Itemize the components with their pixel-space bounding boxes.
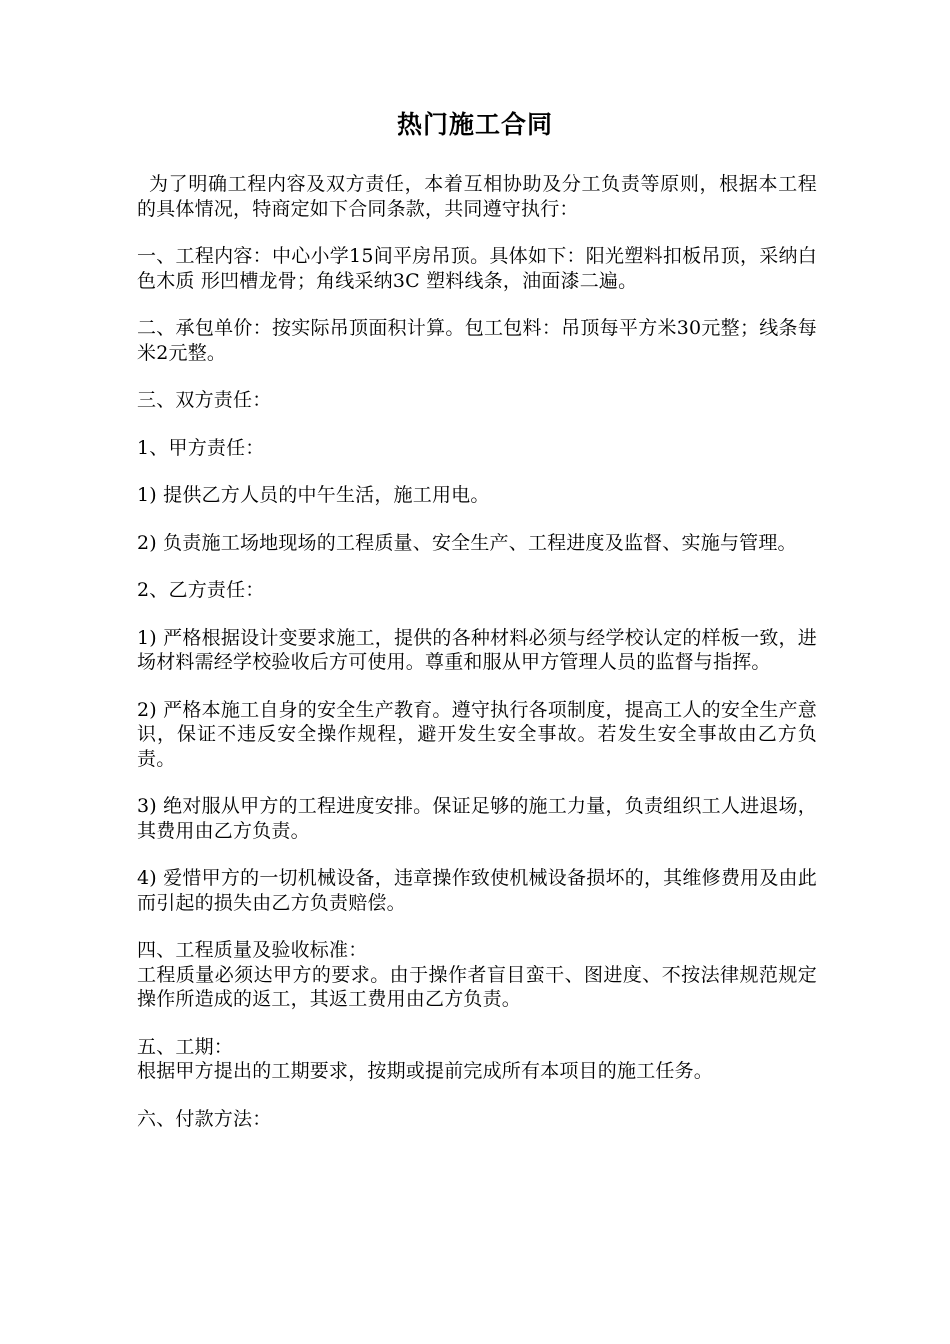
intro-paragraph: 为了明确工程内容及双方责任，本着互相协助及分工负责等原则，根据本工程的具体情况，特商定如下合同条款，共同遵守执行： — [137, 173, 817, 220]
document-body — [137, 172, 817, 1154]
clause-5-text: 根据甲方提出的工期要求，按期或提前完成所有本项目的施工任务。 — [137, 1060, 714, 1082]
clause-3-heading: 三、双方责任： — [137, 389, 272, 411]
clause-4-heading: 四、工程质量及验收标准： — [137, 939, 368, 961]
clause-1-work-content: 一、工程内容：中心小学15间平房吊顶。具体如下：阳光塑料扣板吊顶，采纳白色木质 形凹槽龙骨；角线采纳3C 塑料线条，油面漆二遍。 — [137, 245, 817, 292]
party-b-item-3: 3) 绝对服从甲方的工程进度安排。保证足够的施工力量，负责组织工人进退场，其费用由乙方负责。 — [137, 795, 817, 842]
party-a-heading: 1、甲方责任： — [137, 436, 265, 459]
clause-6-heading: 六、付款方法： — [137, 1107, 272, 1130]
clause-2-unit-price: 二、承包单价：按实际吊顶面积计算。包工包料：吊顶每平方米30元整；线条每米2元整。 — [137, 317, 817, 364]
party-b-item-2: 2) 严格本施工自身的安全生产教育。遵守执行各项制度，提高工人的安全生产意识，保证不违反安全操作规程，避开发生安全事故。若发生安全事故由乙方负责。 — [137, 698, 817, 770]
document-title: 热门施工合同 — [396, 110, 553, 139]
party-a-item-1: 1) 提供乙方人员的中午生活，施工用电。 — [137, 484, 490, 506]
party-a-item-2: 2) 负责施工场地现场的工程质量、安全生产、工程进度及监督、实施与管理。 — [137, 531, 797, 554]
clause-5-heading: 五、工期： — [137, 1035, 234, 1058]
party-b-heading: 2、乙方责任： — [137, 579, 265, 601]
clause-4-text: 工程质量必须达甲方的要求。由于操作者盲目蛮干、图进度、不按法律规范规定操作所造成的返工，其返工费用由乙方负责。 — [137, 963, 817, 1010]
party-b-item-4: 4) 爱惜甲方的一切机械设备，违章操作致使机械设备损坏的，其维修费用及由此而引起的损失由乙方负责赔偿。 — [137, 867, 817, 914]
party-b-item-1: 1) 严格根据设计变要求施工，提供的各种材料必须与经学校认定的样板一致，进场材料需经学校验收后方可使用。尊重和服从甲方管理人员的监督与指挥。 — [137, 626, 817, 673]
